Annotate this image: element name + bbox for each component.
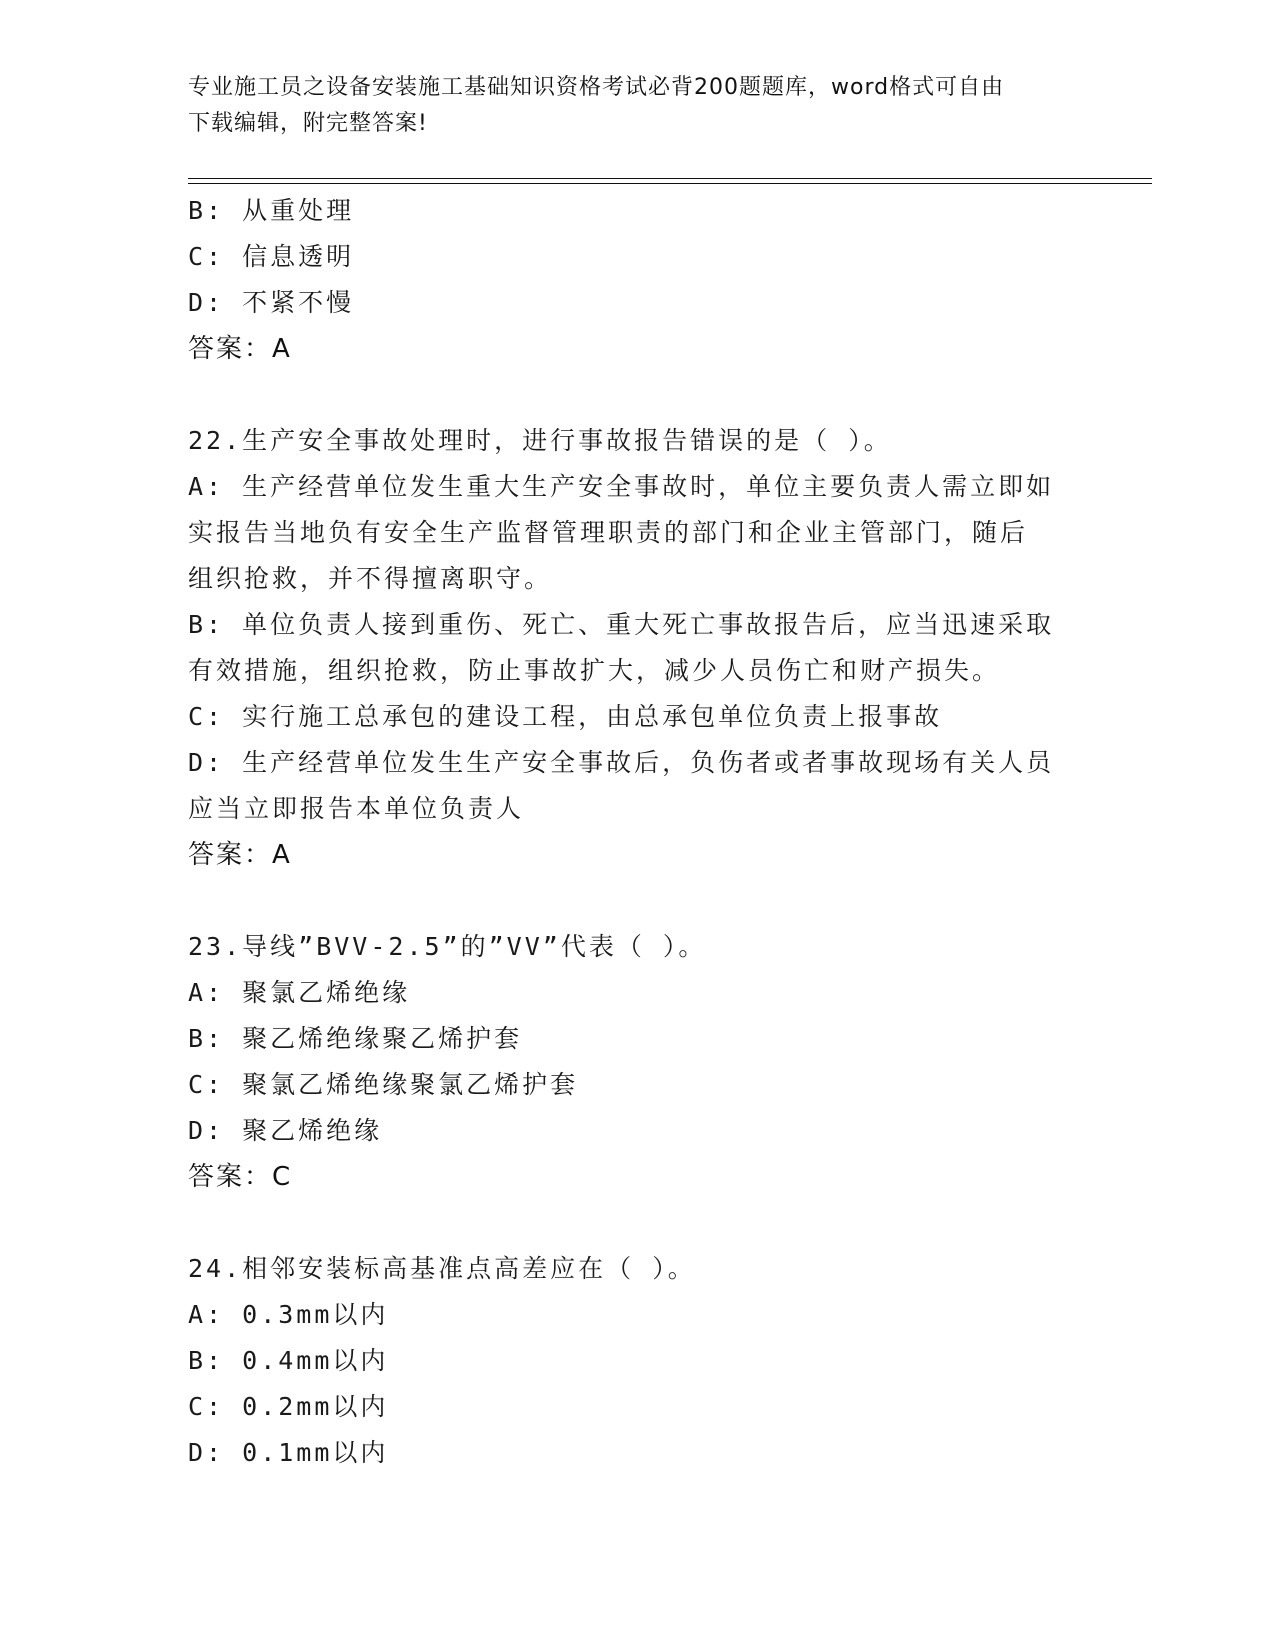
option-d: D: 0.1mm以内	[188, 1438, 389, 1467]
spacer	[188, 372, 1088, 418]
option-d: D: 不紧不慢	[188, 288, 355, 317]
question-24	[188, 1246, 1088, 1476]
option-a: A: 0.3mm以内	[188, 1300, 389, 1329]
option-c: C: 聚氯乙烯绝缘聚氯乙烯护套	[188, 1070, 579, 1099]
header-title-line-2: 下载编辑，附完整答案!	[188, 111, 428, 136]
answer-label: 答案：C	[188, 1162, 293, 1192]
question-content	[188, 188, 1088, 1476]
option-b: B: 从重处理	[188, 196, 355, 225]
option-c: C: 0.2mm以内	[188, 1392, 389, 1421]
option-b: B: 聚乙烯绝缘聚乙烯护套	[188, 1024, 523, 1053]
option-b-line-2: 有效措施，组织抢救，防止事故扩大，减少人员伤亡和财产损失。	[188, 656, 1001, 685]
question-stem: 24.相邻安装标高基准点高差应在（ ）。	[188, 1254, 696, 1283]
question-23	[188, 924, 1088, 1200]
option-d: D: 聚乙烯绝缘	[188, 1116, 383, 1145]
page-header	[188, 70, 1068, 142]
question-22	[188, 418, 1088, 878]
option-d-line-1: D: 生产经营单位发生生产安全事故后，负伤者或者事故现场有关人员	[188, 748, 1055, 777]
question-stem: 22.生产安全事故处理时，进行事故报告错误的是（ ）。	[188, 426, 892, 455]
option-c: C: 实行施工总承包的建设工程，由总承包单位负责上报事故	[188, 702, 943, 731]
option-b-line-1: B: 单位负责人接到重伤、死亡、重大死亡事故报告后，应当迅速采取	[188, 610, 1055, 639]
option-b: B: 0.4mm以内	[188, 1346, 389, 1375]
header-rule-top	[188, 178, 1152, 179]
option-a: A: 聚氯乙烯绝缘	[188, 978, 411, 1007]
option-a-line-3: 组织抢救，并不得擅离职守。	[188, 564, 553, 593]
answer-label: 答案：A	[188, 334, 292, 364]
option-a-line-2: 实报告当地负有安全生产监督管理职责的部门和企业主管部门，随后	[188, 518, 1029, 547]
header-title-line-1: 专业施工员之设备安装施工基础知识资格考试必背200题题库，word格式可自由	[188, 75, 1005, 100]
question-21-continued	[188, 188, 1088, 372]
question-stem: 23.导线”BVV-2.5”的”VV”代表（ ）。	[188, 932, 707, 961]
spacer	[188, 1200, 1088, 1246]
header-rule-bottom	[188, 183, 1152, 184]
option-d-line-2: 应当立即报告本单位负责人	[188, 794, 525, 823]
answer-label: 答案：A	[188, 840, 292, 870]
spacer	[188, 878, 1088, 924]
option-c: C: 信息透明	[188, 242, 355, 271]
option-a-line-1: A: 生产经营单位发生重大生产安全事故时，单位主要负责人需立即如	[188, 472, 1055, 501]
